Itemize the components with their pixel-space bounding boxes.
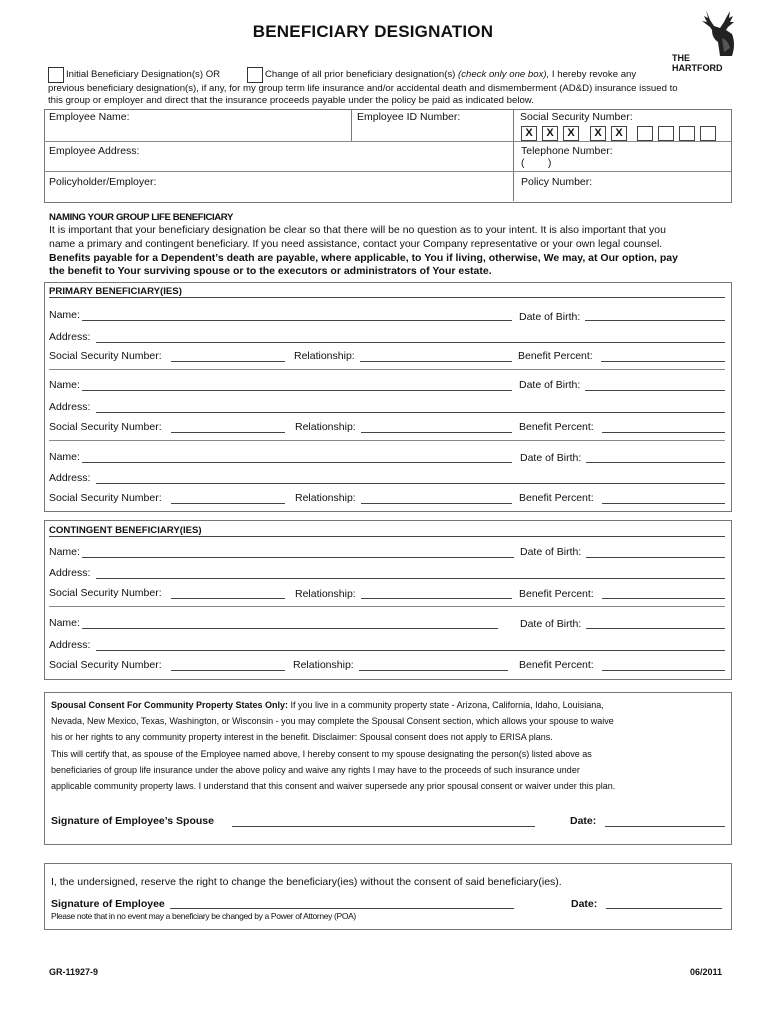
ssn-digit-box[interactable]: X bbox=[563, 126, 579, 141]
primary-beneficiary-section bbox=[44, 282, 732, 512]
ssn-digit-box[interactable]: X bbox=[611, 126, 627, 141]
primary-1-percent-label: Benefit Percent: bbox=[518, 350, 593, 362]
poa-note: Please note that in no event may a beneficiary be changed by a Power of Attorney (POA) bbox=[51, 911, 356, 921]
telephone-label: Telephone Number: bbox=[521, 145, 613, 157]
primary-3-address-field[interactable] bbox=[96, 483, 725, 484]
primary-2-relationship-field[interactable] bbox=[361, 432, 512, 433]
contingent-1-name-field[interactable] bbox=[82, 557, 514, 558]
spousal-consent-line-6: applicable community property laws. I understand that this consent and waiver supersede any prior spousal consent or waiver under this plan. bbox=[51, 781, 616, 791]
page-title: BENEFICIARY DESIGNATION bbox=[252, 22, 494, 41]
primary-3-dob-label: Date of Birth: bbox=[520, 452, 582, 464]
policy-number-field[interactable] bbox=[600, 173, 726, 199]
primary-3-percent-label: Benefit Percent: bbox=[519, 492, 594, 504]
contingent-1-dob-label: Date of Birth: bbox=[520, 546, 582, 558]
employee-id-field[interactable] bbox=[470, 110, 510, 138]
contingent-1-percent-label: Benefit Percent: bbox=[519, 588, 594, 600]
stag-icon bbox=[698, 8, 738, 56]
change-label-text-b: I hereby revoke any bbox=[549, 69, 637, 80]
contingent-2-relationship-field[interactable] bbox=[359, 670, 508, 671]
primary-heading: PRIMARY BENEFICIARY(IES) bbox=[49, 286, 182, 297]
naming-heading: NAMING YOUR GROUP LIFE BENEFICIARY bbox=[49, 212, 233, 223]
primary-3-ssn-field[interactable] bbox=[171, 503, 285, 504]
primary-1-address-field[interactable] bbox=[96, 342, 725, 343]
spouse-signature-field[interactable] bbox=[232, 826, 535, 827]
employee-address-field[interactable] bbox=[150, 143, 506, 169]
telephone-field[interactable]: ( ) bbox=[521, 157, 552, 169]
spousal-consent-line-2: Nevada, New Mexico, Texas, Washington, or Wisconsin - you may complete the Spousal Consent section, which allows your spouse to waive bbox=[51, 716, 614, 726]
naming-paragraph-line-1: It is important that your beneficiary designation be clear so that there will be no question as to your intent. It is also important that you bbox=[49, 224, 666, 236]
contingent-1-name-label: Name: bbox=[49, 546, 80, 558]
change-label-text-a: Change of all prior beneficiary designation(s) bbox=[265, 69, 459, 80]
ssn-digit-box[interactable]: X bbox=[542, 126, 558, 141]
contingent-2-ssn-label: Social Security Number: bbox=[49, 659, 162, 671]
change-designation-checkbox[interactable] bbox=[247, 67, 263, 83]
primary-1-dob-label: Date of Birth: bbox=[519, 311, 581, 323]
primary-2-ssn-label: Social Security Number: bbox=[49, 421, 162, 433]
ssn-digit-box[interactable] bbox=[637, 126, 653, 141]
employee-date-label: Date: bbox=[571, 898, 598, 910]
spouse-date-label: Date: bbox=[570, 815, 597, 827]
contingent-1-relationship-field[interactable] bbox=[361, 598, 512, 599]
primary-2-dob-field[interactable] bbox=[585, 390, 725, 391]
revoke-text-line-3: this group or employer and direct that the insurance proceeds payable under the policy be paid as indicated below. bbox=[48, 95, 534, 106]
employee-date-field[interactable] bbox=[606, 908, 722, 909]
ssn-digit-box[interactable] bbox=[679, 126, 695, 141]
reserve-right-statement: I, the undersigned, reserve the right to change the beneficiary(ies) without the consent of said beneficiary(ies). bbox=[51, 876, 562, 888]
table-divider bbox=[513, 109, 514, 201]
employee-id-label: Employee ID Number: bbox=[357, 111, 461, 123]
rule-line bbox=[49, 440, 725, 441]
employee-address-label: Employee Address: bbox=[49, 145, 140, 157]
naming-paragraph-line-2: name a primary and contingent beneficiary. If you need assistance, contact your Company representative or your own legal counsel. bbox=[49, 238, 663, 250]
contingent-1-relationship-label: Relationship: bbox=[295, 588, 356, 600]
dependent-benefit-line-1: Benefits payable for a Dependent’s death are payable, where applicable, to You if living, otherwise, We may, at Our option, pay bbox=[49, 252, 678, 264]
ssn-label: Social Security Number: bbox=[520, 111, 633, 123]
contingent-2-relationship-label: Relationship: bbox=[293, 659, 354, 671]
primary-2-address-label: Address: bbox=[49, 401, 91, 413]
contingent-1-address-label: Address: bbox=[49, 567, 91, 579]
primary-2-ssn-field[interactable] bbox=[171, 432, 285, 433]
rule-line bbox=[49, 606, 725, 607]
primary-1-percent-field[interactable] bbox=[601, 361, 725, 362]
initial-designation-label: Initial Beneficiary Designation(s) OR bbox=[66, 69, 221, 80]
table-divider bbox=[351, 109, 352, 141]
policy-number-label: Policy Number: bbox=[521, 176, 593, 188]
primary-1-dob-field[interactable] bbox=[585, 320, 725, 321]
contingent-1-ssn-field[interactable] bbox=[171, 598, 285, 599]
form-date: 06/2011 bbox=[690, 967, 723, 977]
company-logo bbox=[664, 8, 744, 78]
primary-1-name-field[interactable] bbox=[82, 320, 512, 321]
primary-3-name-field[interactable] bbox=[82, 462, 512, 463]
employee-name-field[interactable] bbox=[130, 110, 345, 138]
ssn-digit-box[interactable]: X bbox=[521, 126, 537, 141]
spouse-date-field[interactable] bbox=[605, 826, 725, 827]
primary-2-dob-label: Date of Birth: bbox=[519, 379, 581, 391]
logo-text-the: THE bbox=[672, 53, 690, 63]
dependent-benefit-line-2: the benefit to Your surviving spouse or to the executors or administrators of Your estate. bbox=[49, 265, 492, 277]
logo-text-hartford: HARTFORD bbox=[672, 63, 723, 73]
spousal-consent-intro: If you live in a community property state - Arizona, California, Idaho, Louisiana, bbox=[288, 700, 604, 710]
primary-3-address-label: Address: bbox=[49, 472, 91, 484]
contingent-1-dob-field[interactable] bbox=[586, 557, 725, 558]
primary-1-ssn-label: Social Security Number: bbox=[49, 350, 162, 362]
employee-name-label: Employee Name: bbox=[49, 111, 130, 123]
primary-1-relationship-field[interactable] bbox=[360, 361, 512, 362]
ssn-digit-box[interactable] bbox=[658, 126, 674, 141]
contingent-2-ssn-field[interactable] bbox=[171, 670, 285, 671]
change-label-italic: (check only one box), bbox=[458, 69, 550, 80]
primary-3-ssn-label: Social Security Number: bbox=[49, 492, 162, 504]
primary-2-percent-label: Benefit Percent: bbox=[519, 421, 594, 433]
initial-designation-checkbox[interactable] bbox=[48, 67, 64, 83]
table-divider bbox=[44, 171, 731, 172]
revoke-text-line-2: previous beneficiary designation(s), if any, for my group term life insurance and/or accidental death and dismemberment (AD&D) insurance issued to bbox=[48, 83, 678, 94]
primary-1-relationship-label: Relationship: bbox=[294, 350, 355, 362]
contingent-2-name-field[interactable] bbox=[82, 628, 498, 629]
rule-line bbox=[49, 536, 725, 537]
contingent-2-dob-label: Date of Birth: bbox=[520, 618, 582, 630]
table-divider bbox=[44, 141, 731, 142]
change-designation-label bbox=[265, 69, 636, 81]
spousal-consent-line-4: This will certify that, as spouse of the Employee named above, I hereby consent to my spouse designating the person(s) listed above as bbox=[51, 749, 592, 759]
contingent-2-address-label: Address: bbox=[49, 639, 91, 651]
primary-1-name-label: Name: bbox=[49, 309, 80, 321]
primary-2-relationship-label: Relationship: bbox=[295, 421, 356, 433]
employee-signature-field[interactable] bbox=[170, 908, 514, 909]
primary-2-name-label: Name: bbox=[49, 379, 80, 391]
contingent-2-name-label: Name: bbox=[49, 617, 80, 629]
primary-3-dob-field[interactable] bbox=[586, 462, 725, 463]
contingent-1-address-field[interactable] bbox=[96, 578, 725, 579]
ssn-digit-box[interactable]: X bbox=[590, 126, 606, 141]
contingent-1-percent-field[interactable] bbox=[602, 598, 725, 599]
spousal-consent-line-5: beneficiaries of group life insurance under the above policy and waive any rights I may have to the proceeds of such insurance under bbox=[51, 765, 580, 775]
contingent-heading: CONTINGENT BENEFICIARY(IES) bbox=[49, 525, 202, 536]
spouse-signature-label: Signature of Employee’s Spouse bbox=[51, 815, 214, 827]
contingent-2-dob-field[interactable] bbox=[586, 628, 725, 629]
policyholder-label: Policyholder/Employer: bbox=[49, 176, 157, 188]
spousal-consent-heading: Spousal Consent For Community Property States Only: bbox=[51, 700, 289, 710]
form-number: GR-11927-9 bbox=[49, 967, 99, 977]
contingent-beneficiary-section bbox=[44, 520, 732, 680]
rule-line bbox=[49, 297, 725, 298]
employee-signature-label: Signature of Employee bbox=[51, 898, 165, 910]
primary-1-ssn-field[interactable] bbox=[171, 361, 285, 362]
primary-1-address-label: Address: bbox=[49, 331, 91, 343]
primary-2-address-field[interactable] bbox=[96, 412, 725, 413]
primary-3-name-label: Name: bbox=[49, 451, 80, 463]
primary-3-relationship-field[interactable] bbox=[361, 503, 512, 504]
rule-line bbox=[49, 369, 725, 370]
primary-2-name-field[interactable] bbox=[82, 390, 512, 391]
contingent-1-ssn-label: Social Security Number: bbox=[49, 587, 162, 599]
primary-2-percent-field[interactable] bbox=[602, 432, 725, 433]
contingent-2-address-field[interactable] bbox=[96, 650, 725, 651]
ssn-digit-box[interactable] bbox=[700, 126, 716, 141]
spousal-consent-line-1 bbox=[51, 700, 604, 711]
primary-3-percent-field[interactable] bbox=[602, 503, 725, 504]
primary-3-relationship-label: Relationship: bbox=[295, 492, 356, 504]
contingent-2-percent-field[interactable] bbox=[602, 670, 725, 671]
spousal-consent-line-3: his or her rights to any community property interest in the benefit. Disclaimer: Spousal consent does not apply to ERISA plans. bbox=[51, 732, 553, 742]
policyholder-field[interactable] bbox=[168, 173, 506, 199]
contingent-2-percent-label: Benefit Percent: bbox=[519, 659, 594, 671]
